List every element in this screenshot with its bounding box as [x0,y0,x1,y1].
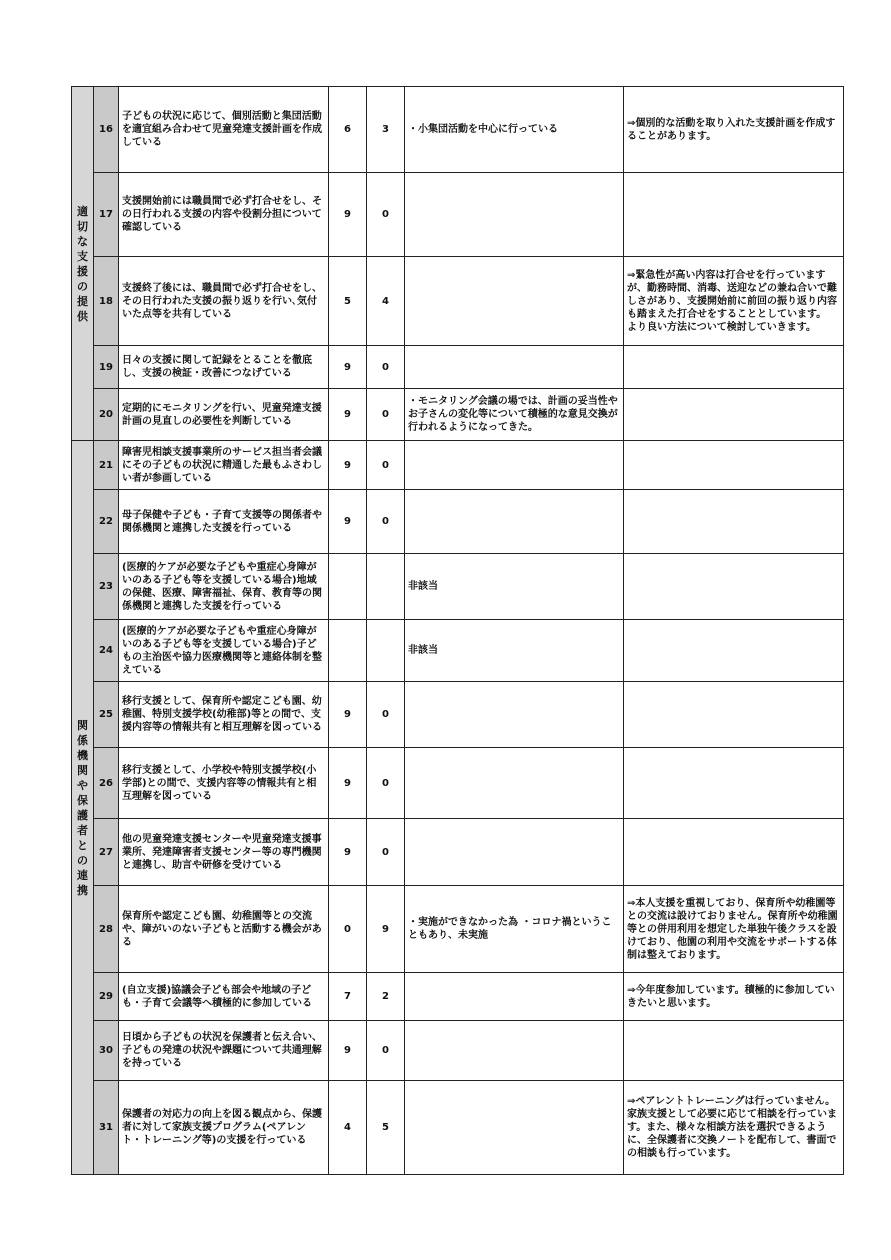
item-text: 支援開始前には職員間で必ず打合せをし、その日行われる支援の内容や役割分担について確認している [119,173,329,257]
response-comment [624,173,844,257]
no-count: 0 [367,490,405,554]
item-text: 障害児相談支援事業所のサービス担当者会議にその子どもの状況に精通した最もふさわしい者が参画している [119,441,329,490]
yes-count: 9 [329,682,367,748]
no-count: 0 [367,441,405,490]
staff-comment [405,346,624,389]
table-row [72,819,844,886]
staff-comment: ・モニタリング会議の場では、計画の妥当性やお子さんの変化等について積極的な意見交換が行われるようになってきた。 [405,389,624,441]
item-number: 19 [94,346,119,389]
item-text: 日々の支援に関して記録をとることを徹底し、支援の検証・改善につなげている [119,346,329,389]
item-text: 保護者の対応力の向上を図る観点から、保護者に対して家族支援プログラム(ペアレント・トレーニング等)の支援を行っている [119,1081,329,1175]
no-count: 2 [367,973,405,1021]
category-cell [72,441,94,1175]
staff-comment [405,1021,624,1081]
staff-comment [405,1081,624,1175]
table-row [72,886,844,973]
staff-comment: 非該当 [405,554,624,620]
no-count: 0 [367,682,405,748]
item-number: 26 [94,748,119,819]
response-comment [624,1021,844,1081]
no-count: 0 [367,346,405,389]
table-row [72,682,844,748]
staff-comment: ・実施ができなかった為 ・コロナ禍ということもあり、未実施 [405,886,624,973]
item-number: 28 [94,886,119,973]
response-comment: ⇒緊急性が高い内容は打合せを行っていますが、勤務時間、消毒、送迎などの兼ね合いで難しさがあり、支援開始前に前回の振り返り内容も踏まえた打合せをすることとしています。 より良い方法について検討していきます。 [624,257,844,346]
response-comment [624,441,844,490]
response-comment [624,490,844,554]
response-comment [624,819,844,886]
item-number: 20 [94,389,119,441]
response-comment [624,389,844,441]
item-number: 22 [94,490,119,554]
table-row [72,1081,844,1175]
item-text: (医療的ケアが必要な子どもや重症心身障がいのある子ども等を支援している場合)子どもの主治医や協力医療機関等と連絡体制を整えている [119,620,329,682]
yes-count: 9 [329,1021,367,1081]
item-number: 16 [94,87,119,173]
staff-comment [405,173,624,257]
yes-count: 9 [329,389,367,441]
category-label: 関係機関や保護者との連携 [77,718,88,897]
item-number: 27 [94,819,119,886]
staff-comment [405,682,624,748]
response-comment [624,554,844,620]
response-comment [624,620,844,682]
no-count: 0 [367,748,405,819]
table-row [72,257,844,346]
yes-count: 6 [329,87,367,173]
staff-comment [405,748,624,819]
no-count: 4 [367,257,405,346]
no-count: 9 [367,886,405,973]
table-row [72,554,844,620]
response-comment [624,682,844,748]
table-row [72,490,844,554]
yes-count: 9 [329,441,367,490]
item-number: 24 [94,620,119,682]
response-comment: ⇒今年度参加しています。積極的に参加していきたいと思います。 [624,973,844,1021]
yes-count: 5 [329,257,367,346]
item-text: 保育所や認定こども園、幼稚園等との交流や、障がいのない子どもと活動する機会がある [119,886,329,973]
response-comment [624,748,844,819]
yes-count: 9 [329,490,367,554]
item-text: (医療的ケアが必要な子どもや重症心身障がいのある子ども等を支援している場合)地域の保健、医療、障害福祉、保育、教育等の関係機関と連携した支援を行っている [119,554,329,620]
category-label: 適切な支援の提供 [77,204,88,323]
no-count: 0 [367,819,405,886]
item-text: 他の児童発達支援センターや児童発達支援事業所、発達障害者支援センター等の専門機関と連携し、助言や研修を受けている [119,819,329,886]
no-count: 3 [367,87,405,173]
item-number: 21 [94,441,119,490]
table-row [72,87,844,173]
category-cell [72,87,94,441]
yes-count [329,554,367,620]
item-text: 日頃から子どもの状況を保護者と伝え合い、子どもの発達の状況や課題について共通理解を持っている [119,1021,329,1081]
staff-comment [405,257,624,346]
response-comment: ⇒個別的な活動を取り入れた支援計画を作成することがあります。 [624,87,844,173]
item-text: 支援終了後には、職員間で必ず打合せをし、その日行われた支援の振り返りを行い､気付いた点等を共有している [119,257,329,346]
item-text: (自立支援)協議会子ども部会や地域の子ども・子育て会議等へ積極的に参加している [119,973,329,1021]
table-row [72,441,844,490]
staff-comment [405,819,624,886]
staff-comment [405,490,624,554]
item-text: 移行支援として、保育所や認定こども園、幼稚園、特別支援学校(幼稚部)等との間で、支援内容等の情報共有と相互理解を図っている [119,682,329,748]
table-row [72,346,844,389]
staff-comment: 非該当 [405,620,624,682]
no-count: 0 [367,389,405,441]
item-number: 18 [94,257,119,346]
item-number: 25 [94,682,119,748]
no-count: 0 [367,1021,405,1081]
yes-count: 4 [329,1081,367,1175]
yes-count [329,620,367,682]
item-number: 17 [94,173,119,257]
item-text: 定期的にモニタリングを行い、児童発達支援計画の見直しの必要性を判断している [119,389,329,441]
item-number: 23 [94,554,119,620]
no-count: 0 [367,173,405,257]
table-row [72,620,844,682]
yes-count: 0 [329,886,367,973]
yes-count: 9 [329,173,367,257]
staff-comment: ・小集団活動を中心に行っている [405,87,624,173]
staff-comment [405,441,624,490]
yes-count: 9 [329,819,367,886]
staff-comment [405,973,624,1021]
yes-count: 9 [329,748,367,819]
table-row [72,973,844,1021]
no-count: 5 [367,1081,405,1175]
no-count [367,620,405,682]
yes-count: 7 [329,973,367,1021]
item-number: 31 [94,1081,119,1175]
evaluation-table [71,86,844,1175]
item-number: 29 [94,973,119,1021]
no-count [367,554,405,620]
table-row [72,173,844,257]
item-number: 30 [94,1021,119,1081]
item-text: 移行支援として、小学校や特別支援学校(小学部)との間で、支援内容等の情報共有と相互理解を図っている [119,748,329,819]
table-row [72,748,844,819]
yes-count: 9 [329,346,367,389]
item-text: 母子保健や子ども・子育て支援等の関係者や関係機関と連携した支援を行っている [119,490,329,554]
response-comment: ⇒ペアレントトレーニングは行っていません。家族支援として必要に応じて相談を行っています。また、様々な相談方法を選択できるように、全保護者に交換ノートを配布して、書面での相談も行っています。 [624,1081,844,1175]
table-row [72,1021,844,1081]
response-comment: ⇒本人支援を重視しており、保育所や幼稚園等との交流は設けておりません。保育所や幼稚園等との併用利用を想定した単独午後クラスを設けており、他園の利用や交流をサポートする体制は整えております。 [624,886,844,973]
response-comment [624,346,844,389]
table-row [72,389,844,441]
item-text: 子どもの状況に応じて、個別活動と集団活動を適宜組み合わせて児童発達支援計画を作成している [119,87,329,173]
